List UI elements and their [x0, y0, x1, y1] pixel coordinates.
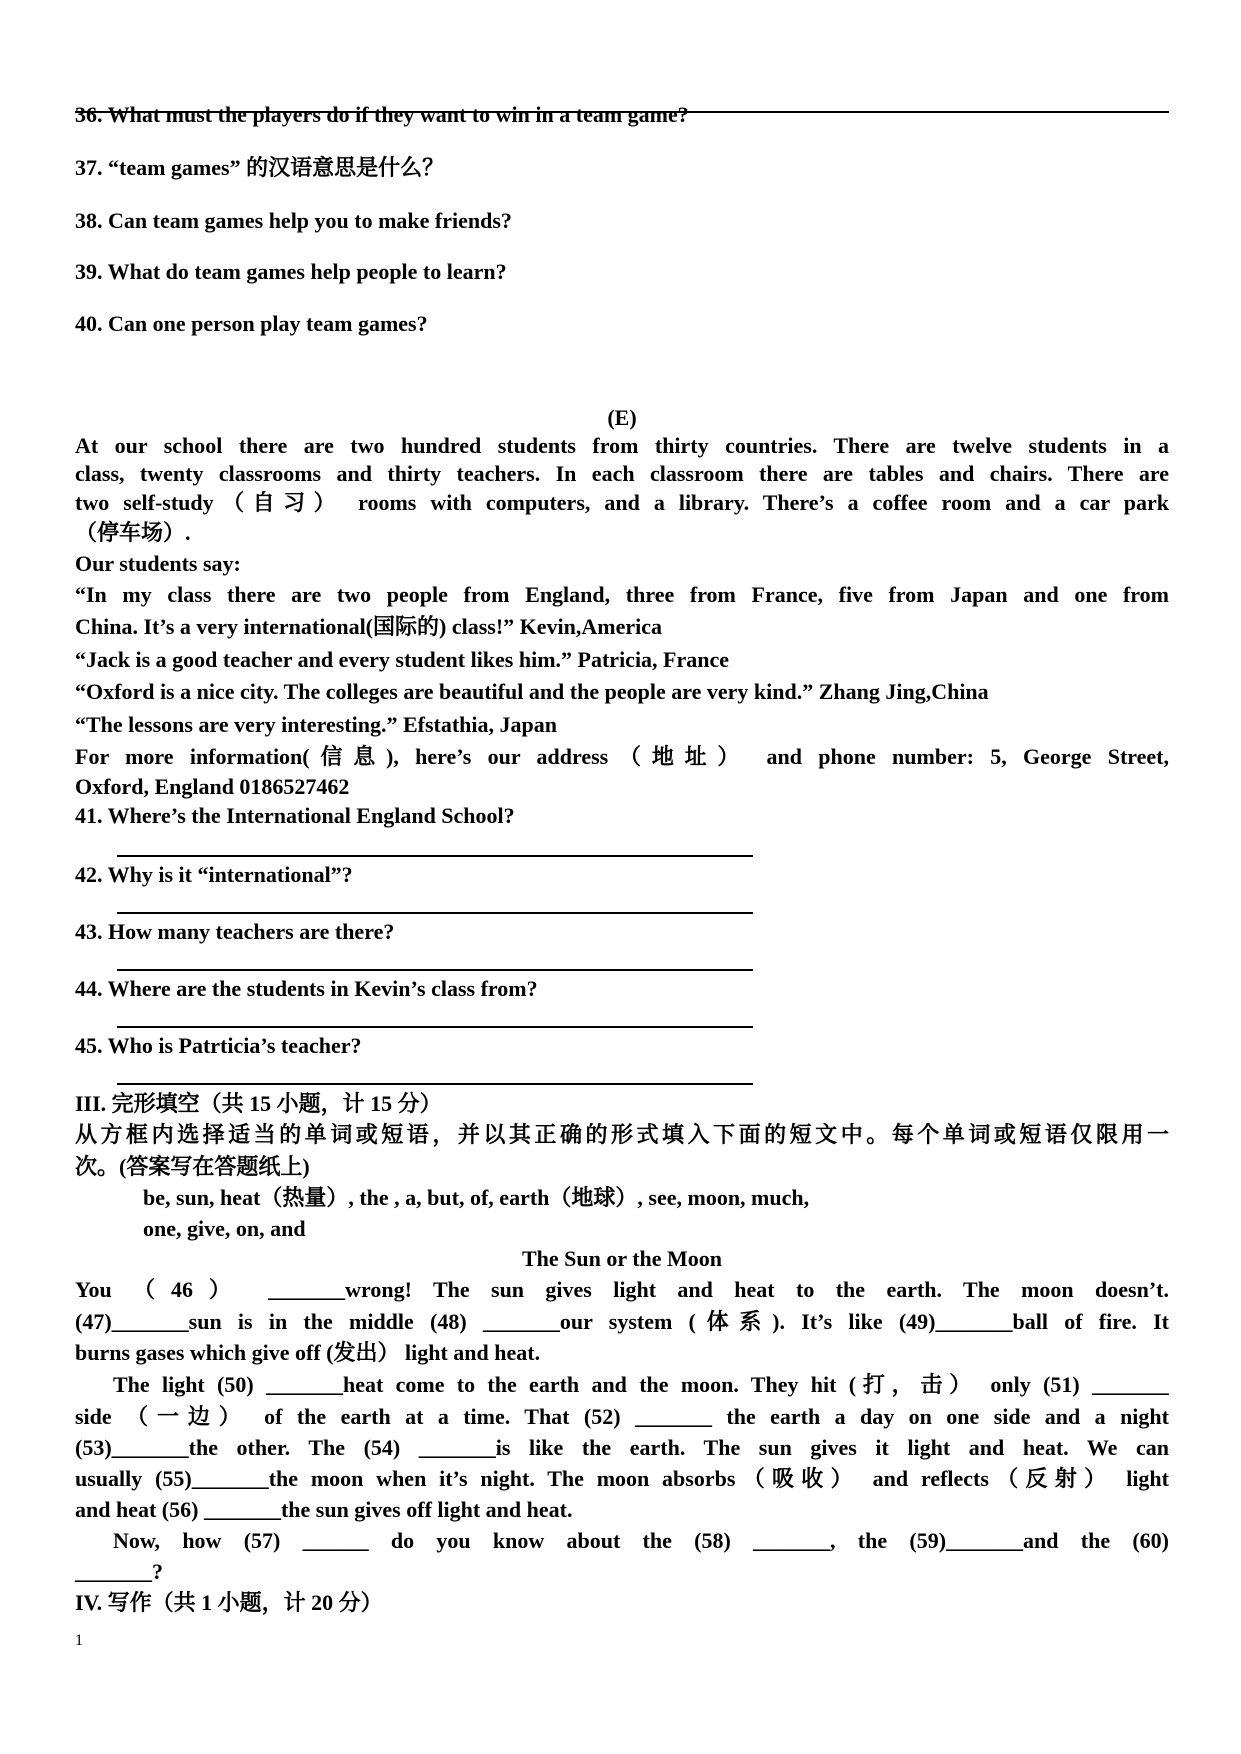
passage-line: class, twenty classrooms and thirty teachers. In each classroom there are tables and chairs. There are [75, 461, 1169, 486]
passage-line: “Oxford is a nice city. The colleges are beautiful and the people are very kind.” Zhang Jing,China [75, 679, 989, 704]
question-45: 45. Who is Patrticia’s teacher? [75, 1033, 362, 1058]
passage-line: “In my class there are two people from England, three from France, five from Japan and one from [75, 582, 1169, 607]
cloze-title: The Sun or the Moon [521, 1246, 723, 1271]
cloze-line: side （一边） of the earth at a time. That (52) _______ the earth a day on one side and a night [75, 1404, 1169, 1429]
instruction-line: 次。(答案写在答题纸上) [75, 1154, 310, 1179]
cloze-line: burns gases which give off (发出） light and heat. [75, 1340, 541, 1365]
cloze-line: Now, how (57) ______ do you know about the (58) _______, the (59)_______and the (60) [113, 1528, 1169, 1553]
page-number: 1 [75, 1632, 83, 1649]
cloze-line: usually (55)_______the moon when it’s night. The moon absorbs（吸收） and reflects（反射） light [75, 1466, 1169, 1491]
cloze-line: and heat (56) _______the sun gives off light and heat. [75, 1497, 573, 1522]
passage-line: China. It’s a very international(国际的) class!” Kevin,America [75, 614, 663, 639]
cloze-line: (53)_______the other. The (54) _______is like the earth. The sun gives it light and heat. We can [75, 1435, 1169, 1460]
cloze-line: You （46） _______wrong! The sun gives light and heat to the earth. The moon doesn’t. [75, 1277, 1169, 1302]
word-bank-line: one, give, on, and [143, 1216, 306, 1241]
passage-line: （停车场）. [75, 520, 191, 545]
passage-line: At our school there are two hundred students from thirty countries. There are twelve students in a [75, 433, 1169, 458]
passage-line: Oxford, England 0186527462 [75, 774, 350, 799]
section-4-heading: IV. 写作（共 1 小题，计 20 分） [75, 1590, 383, 1615]
section-e-heading: (E) [607, 405, 637, 430]
answer-line-43[interactable] [117, 969, 753, 971]
exam-page [75, 0, 1169, 1754]
question-42: 42. Why is it “international”? [75, 862, 353, 887]
answer-line-44[interactable] [117, 1026, 753, 1028]
cloze-line: (47)_______sun is in the middle (48) _______our system (体系). It’s like (49)_______ball of fire. It [75, 1309, 1169, 1334]
passage-line: Our students say: [75, 551, 241, 576]
question-43: 43. How many teachers are there? [75, 919, 395, 944]
passage-line: “The lessons are very interesting.” Efstathia, Japan [75, 712, 557, 737]
answer-line-42[interactable] [117, 912, 753, 914]
cloze-line: _______? [75, 1559, 163, 1584]
question-44: 44. Where are the students in Kevin’s class from? [75, 976, 538, 1001]
answer-line-41[interactable] [117, 855, 753, 857]
question-38: 38. Can team games help you to make friends? [75, 208, 512, 233]
passage-line: “Jack is a good teacher and every student likes him.” Patricia, France [75, 647, 730, 672]
passage-line: For more information(信息), here’s our address（地址） and phone number: 5, George Street, [75, 744, 1169, 769]
word-bank-line: be, sun, heat（热量）, the , a, but, of, earth（地球）, see, moon, much, [143, 1185, 810, 1210]
cloze-line: The light (50) _______heat come to the earth and the moon. They hit (打，击） only (51) _______ [113, 1372, 1169, 1397]
answer-line-45[interactable] [117, 1083, 753, 1085]
question-41: 41. Where’s the International England School? [75, 803, 515, 828]
section-3-heading: III. 完形填空（共 15 小题，计 15 分） [75, 1091, 442, 1116]
question-37: 37. “team games” 的汉语意思是什么？ [75, 155, 445, 180]
question-39: 39. What do team games help people to learn? [75, 259, 507, 284]
passage-line: two self-study（自习） rooms with computers, and a library. There’s a coffee room and a car park [75, 490, 1169, 515]
question-36: 36. What must the players do if they want to win in a team game? [75, 102, 689, 127]
question-40: 40. Can one person play team games? [75, 311, 428, 336]
instruction-line: 从方框内选择适当的单词或短语，并以其正确的形式填入下面的短文中。每个单词或短语仅限用一 [75, 1122, 1169, 1147]
